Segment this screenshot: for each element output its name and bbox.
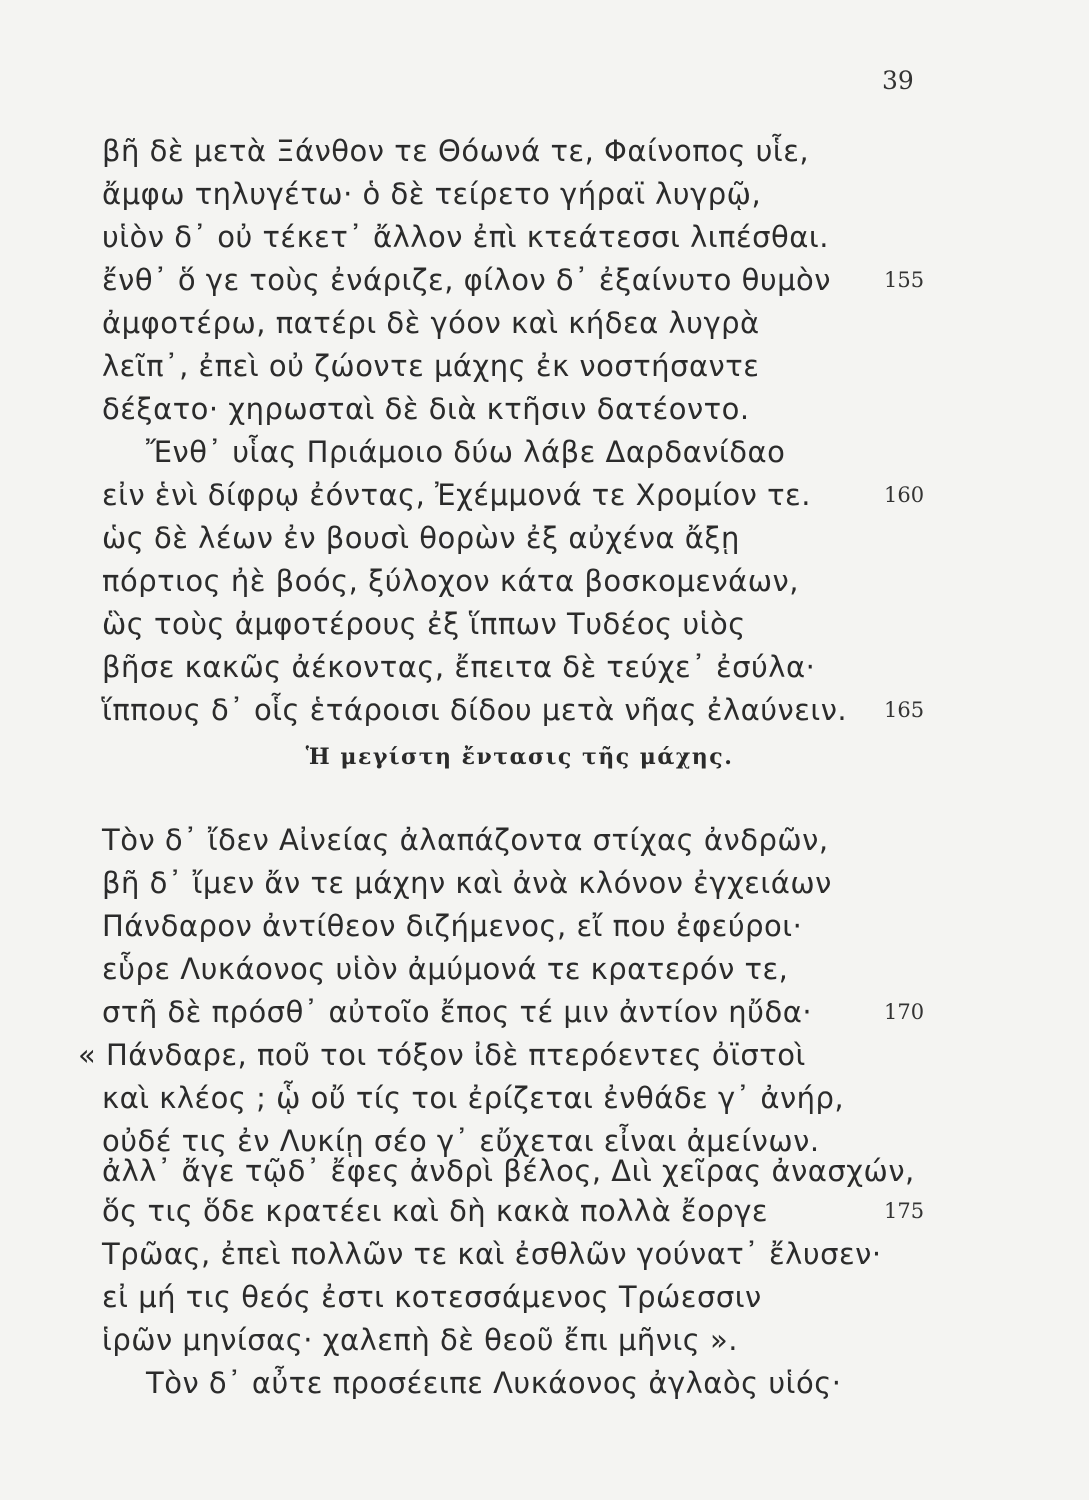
line-number: 160	[884, 483, 925, 507]
verse-line: οὐδέ τις ἐν Λυκίῃ σέο γ᾿ εὔχεται εἶναι ἀμείνων.	[102, 1124, 820, 1158]
verse-line: εἰ μή τις θεός ἐστι κοτεσσάμενος Τρώεσσιν	[102, 1280, 762, 1314]
verse-line: πόρτιος ἠὲ βοός, ξύλοχον κάτα βοσκομενάων,	[102, 564, 799, 598]
verse-line: υἱὸν δ᾿ οὐ τέκετ᾿ ἄλλον ἐπὶ κτεάτεσσι λιπέσθαι.	[102, 220, 829, 254]
line-number: 170	[884, 1000, 925, 1024]
verse-line: ὅς τις ὅδε κρατέει καὶ δὴ κακὰ πολλὰ ἔοργε	[102, 1194, 769, 1228]
line-number: 175	[884, 1199, 925, 1223]
verse-line: εὗρε Λυκάονος υἱὸν ἀμύμονά τε κρατερόν τε,	[102, 952, 789, 986]
verse-line: καὶ κλέος ; ᾧ οὔ τίς τοι ἐρίζεται ἐνθάδε γ᾿ ἀνήρ,	[102, 1081, 845, 1115]
verse-line: Τρῶας, ἐπεὶ πολλῶν τε καὶ ἐσθλῶν γούνατ᾿ ἔλυσεν·	[102, 1237, 882, 1271]
verse-line: Τὸν δ᾿ αὖτε προσέειπε Λυκάονος ἀγλαὸς υἱός·	[146, 1366, 842, 1400]
verse-line: βῆ δὲ μετὰ Ξάνθον τε Θόωνά τε, Φαίνοπος υἷε,	[102, 134, 810, 168]
verse-line: ὣς τοὺς ἀμφοτέρους ἐξ ἵππων Τυδέος υἱὸς	[102, 607, 746, 641]
verse-line: βῆσε κακῶς ἀέκοντας, ἔπειτα δὲ τεύχε᾿ ἐσύλα·	[102, 650, 816, 684]
page-number: 39	[882, 66, 914, 95]
verse-line: στῆ δὲ πρόσθ᾿ αὐτοῖο ἔπος τέ μιν ἀντίον ηὔδα·	[102, 995, 813, 1029]
section-heading: Ἡ μεγίστη ἔντασις τῆς μάχης.	[305, 744, 734, 770]
verse-line: λεῖπ᾿, ἐπεὶ οὐ ζώοντε μάχης ἐκ νοστήσαντε	[102, 349, 760, 383]
verse-line: δέξατο· χηρωσταὶ δὲ διὰ κτῆσιν δατέοντο.	[102, 392, 750, 426]
verse-line: Πάνδαρον ἀντίθεον διζήμενος, εἴ που ἐφεύροι·	[102, 909, 803, 943]
verse-line: ἔνθ᾿ ὅ γε τοὺς ἐνάριζε, φίλον δ᾿ ἐξαίνυτο θυμὸν	[102, 263, 831, 297]
verse-line: Ἔνθ᾿ υἷας Πριάμοιο δύω λάβε Δαρδανίδαο	[146, 435, 786, 469]
line-number: 155	[884, 268, 925, 292]
verse-line: ἵππους δ᾿ οἷς ἑτάροισι δίδου μετὰ νῆας ἐλαύνειν.	[102, 693, 848, 727]
verse-line: ἀμφοτέρω, πατέρι δὲ γόον καὶ κήδεα λυγρὰ	[102, 306, 760, 340]
verse-line: ὡς δὲ λέων ἐν βουσὶ θορὼν ἐξ αὐχένα ἄξῃ	[102, 521, 740, 555]
verse-line: εἰν ἑνὶ δίφρῳ ἐόντας, Ἐχέμμονά τε Χρομίον τε.	[102, 478, 811, 512]
verse-line: ἀλλ᾿ ἄγε τῷδ᾿ ἔφες ἀνδρὶ βέλος, Διὶ χεῖρας ἀνασχών,	[102, 1154, 915, 1188]
verse-line: ἄμφω τηλυγέτω· ὁ δὲ τείρετο γήραϊ λυγρῷ,	[102, 177, 762, 211]
verse-line: ἱρῶν μηνίσας· χαλεπὴ δὲ θεοῦ ἔπι μῆνις ».	[102, 1323, 738, 1357]
verse-line: βῆ δ᾿ ἴμεν ἄν τε μάχην καὶ ἀνὰ κλόνον ἐγχειάων	[102, 866, 832, 900]
verse-line: « Πάνδαρε, ποῦ τοι τόξον ἰδὲ πτερόεντες ὀϊστοὶ	[78, 1038, 806, 1072]
verse-line: Τὸν δ᾿ ἴδεν Αἰνείας ἀλαπάζοντα στίχας ἀνδρῶν,	[102, 823, 829, 857]
line-number: 165	[884, 698, 925, 722]
